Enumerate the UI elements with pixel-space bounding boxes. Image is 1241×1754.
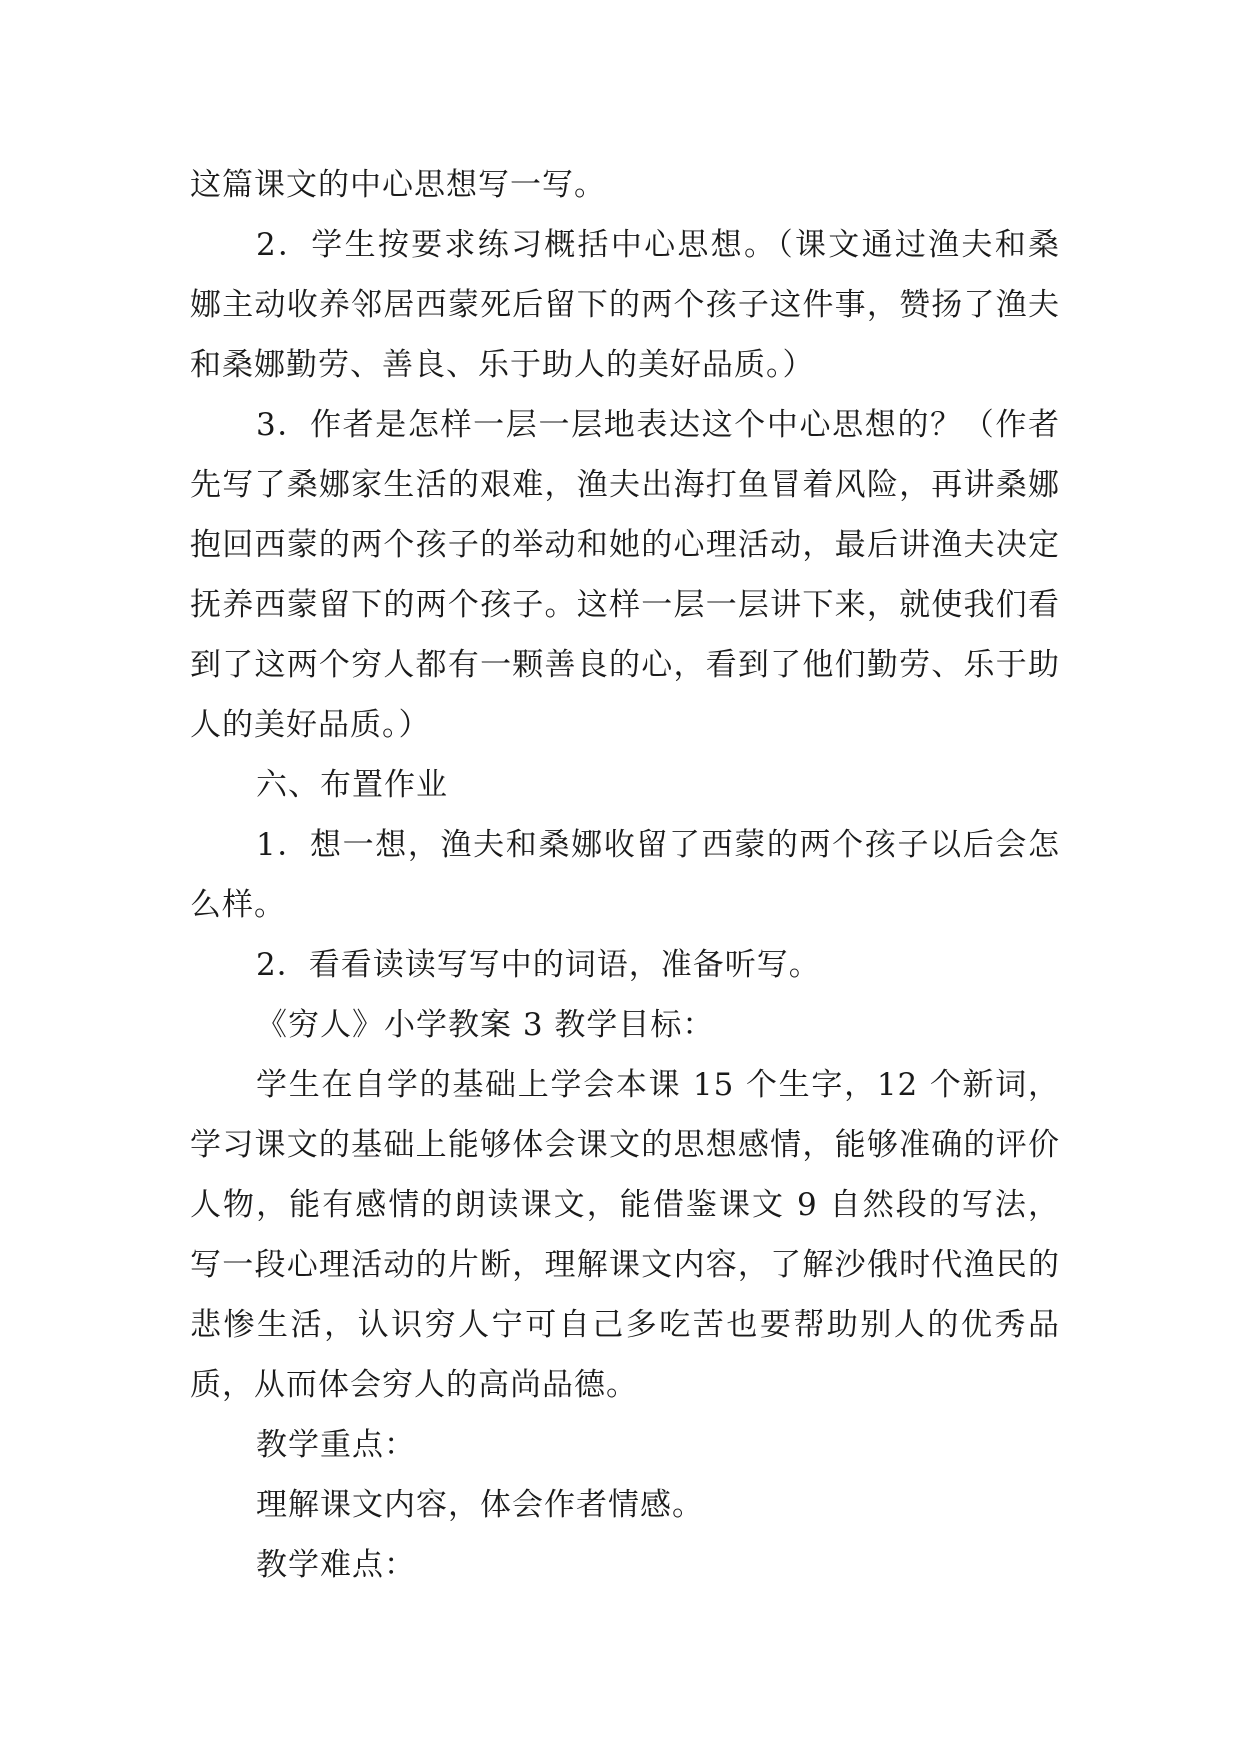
paragraph-homework-1: 1．想一想，渔夫和桑娜收留了西蒙的两个孩子以后会怎么样。: [190, 827, 1060, 923]
paragraph-teaching-goals: 学生在自学的基础上学会本课 15 个生字，12 个新词，学习课文的基础上能够体会课文的思想感情，能够准确的评价人物，能有感情的朗读课文，能借鉴课文 9 自然段的写法，写一段心理活动的片断，理解课文内容，了解沙俄时代渔民的悲惨生活，认识穷人宁可自己多吃苦也要帮助别人的优秀品质，从而体会穷人的高尚品德。: [190, 1067, 1060, 1403]
document-body: [190, 155, 1060, 1595]
paragraph-item-3-structure: 3．作者是怎样一层一层地表达这个中心思想的？（作者先写了桑娜家生活的艰难，渔夫出海打鱼冒着风险，再讲桑娜抱回西蒙的两个孩子的举动和她的心理活动，最后讲渔夫决定抚养西蒙留下的两个孩子。这样一层一层讲下来，就使我们看到了这两个穷人都有一颗善良的心，看到了他们勤劳、乐于助人的美好品质。）: [190, 407, 1060, 743]
paragraph-key-points: 理解课文内容，体会作者情感。: [256, 1487, 704, 1523]
lesson-plan-title: 《穷人》小学教案 3 教学目标：: [256, 1007, 715, 1043]
paragraph-continuation: 这篇课文的中心思想写一写。: [190, 167, 606, 203]
paragraph-item-2-summary: 2．学生按要求练习概括中心思想。（课文通过渔夫和桑娜主动收养邻居西蒙死后留下的两个孩子这件事，赞扬了渔夫和桑娜勤劳、善良、乐于助人的美好品质。）: [190, 227, 1060, 383]
heading-key-points: 教学重点：: [256, 1427, 416, 1463]
section-heading-homework: 六、布置作业: [256, 767, 448, 803]
heading-difficult-points: 教学难点：: [256, 1547, 416, 1583]
paragraph-homework-2: 2．看看读读写写中的词语，准备听写。: [256, 947, 821, 983]
